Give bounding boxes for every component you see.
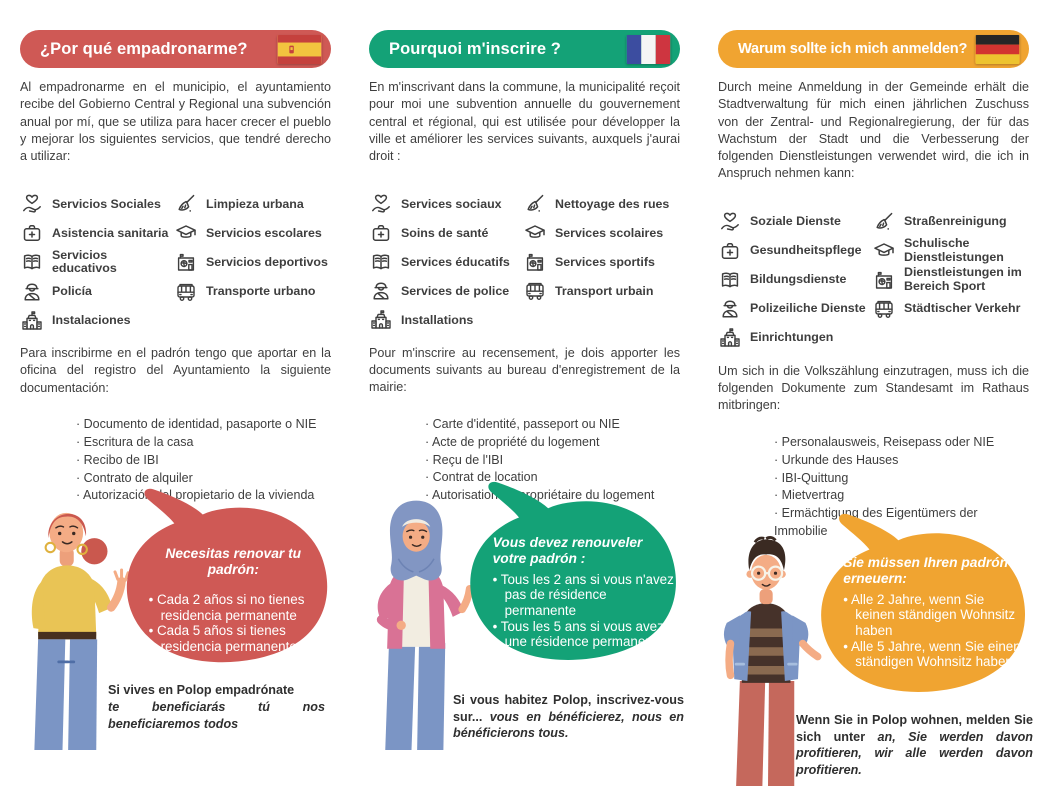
service-icon [523,221,547,245]
speech-bubble-bullets [493,572,677,650]
service-item [523,191,680,218]
call-to-action-bold: Si vives en Polop empadrónate [108,683,295,698]
speech-bubble-title: Vous devez renouveler votre padrón : [492,534,643,566]
service-label: Servicios educativos [52,247,117,276]
speech-bubble-bullet: • Tous les 5 ans si vous avez une résidence permanente [493,619,677,650]
document-item: · Contrat de location [425,469,680,487]
service-item [872,208,1029,235]
service-icon [369,221,393,245]
service-item [174,278,331,305]
call-to-action [453,692,684,742]
document-item: · Documento de identidad, pasaporte o NIE [76,416,331,434]
speech-bubble-title: Necesitas renovar tu padrón: [165,546,302,578]
service-label: Bildungsdienste [750,272,847,287]
speech-bubble [453,477,686,670]
document-item: · Recibo de IBI [76,452,331,470]
speech-bubble-title: Sie müssen Ihren padrón erneuern: [843,554,1009,586]
service-label: Städtischer Verkehr [904,301,1021,316]
speech-bubble-bullet: • Alle 2 Jahre, wenn Sie keinen ständigen Wohnsitz haben [843,592,1026,639]
document-item: · Reçu de l'IBI [425,452,680,470]
language-column [349,0,698,741]
service-item [523,249,680,276]
service-label: Dienstleistungen im Bereich Sport [904,265,1022,294]
service-item [174,191,331,218]
service-label: Services sportifs [555,254,655,269]
services-list [369,191,680,334]
service-icon [20,280,44,304]
service-icon [20,250,44,274]
service-item [718,296,868,323]
call-to-action-italic: an, Sie werden davon profitieren, wir alle werden davon profitieren. [796,729,1033,777]
service-label: Soins de santé [401,225,489,240]
service-label: Einrichtungen [750,330,834,345]
speech-bubble-bullet: • Cada 5 años si tienes residencia permanente [149,623,328,654]
document-item: · Ermächtigung des Eigentümers der Immobilie [774,505,1029,541]
speech-bubble-bullet: • Tous les 2 ans si vous n'avez pas de résidence permanente [493,572,677,619]
speech-bubble-bullets [843,592,1026,670]
service-icon [872,239,896,263]
speech-bubble-text [843,555,1026,670]
service-item [174,220,331,247]
service-icon [872,268,896,292]
service-icon [174,192,198,216]
country-flag-icon [626,35,671,64]
service-item [523,220,680,247]
service-label: Services éducatifs [401,254,510,269]
document-item: · Autorisation du propriétaire du logement [425,487,680,505]
service-label: Services sociaux [401,196,502,211]
document-item: · Personalausweis, Reisepass oder NIE [774,434,1029,452]
service-icon [718,326,742,350]
document-item: · Urkunde des Hauses [774,452,1029,470]
service-item [872,266,1029,293]
documents-intro: Pour m'inscrire au recensement, je dois apporter les documents suivants au bureau d'enregistrement de la mairie: [369,345,680,395]
document-item: · Escritura de la casa [76,434,331,452]
figure-area [698,541,1047,786]
call-to-action-italic: vous en bénéficierez, nous en bénéficierons tous. [453,709,685,741]
service-label: Limpieza urbana [206,196,304,211]
service-item [20,220,170,247]
document-item: · Autorización del propietario de la vivienda [76,487,331,505]
column-header [20,30,331,68]
service-item [20,307,170,334]
services-list [718,208,1029,352]
column-header-title: ¿Por qué empadronarme? [40,39,248,58]
service-item [718,266,868,293]
call-to-action-bold: Wenn Sie in Polop wohnen, melden Sie sich unter [796,713,1033,744]
service-icon [20,221,44,245]
speech-bubble-text [493,535,677,650]
service-item [20,191,170,218]
service-label: Asistencia sanitaria [52,225,169,240]
figure-area [349,505,698,750]
call-to-action [796,712,1033,778]
service-label: Transporte urbano [206,283,316,298]
intro-paragraph: En m'inscrivant dans la commune, la municipalité reçoit pour moi une subvention annuelle du gouvernement central et régional, qui est utilisée pour développer la ville et améliorer les services suivants, auxquels j'aurai droit : [369,80,680,163]
service-icon [523,279,547,303]
service-label: Straßenreinigung [904,213,1007,228]
service-icon [872,297,896,321]
call-to-action-bold: Si vous habitez Polop, inscrivez-vous sur... [453,693,684,724]
document-item: · Contrato de alquiler [76,470,331,488]
country-flag-icon [277,35,322,64]
column-header-title: Pourquoi m'inscrire ? [389,39,561,58]
service-icon [369,279,393,303]
service-item [872,296,1029,323]
document-item: · Mietvertrag [774,487,1029,505]
service-label: Servicios deportivos [206,254,328,269]
service-item [872,237,1029,264]
country-flag-icon [975,35,1020,64]
call-to-action [108,682,325,732]
service-label: Services de police [401,283,510,298]
service-icon [523,192,547,216]
service-item [174,249,331,276]
speech-bubble [110,484,337,672]
service-item [718,208,868,235]
service-label: Installations [401,312,474,327]
service-item [369,249,519,276]
service-item [523,278,680,305]
service-label: Nettoyage des rues [555,196,670,211]
service-icon [369,250,393,274]
speech-bubble [804,509,1035,702]
speech-bubble-bullet: • Alle 5 Jahre, wenn Sie einen ständigen Wohnsitz haben [843,639,1026,670]
service-icon [174,221,198,245]
service-label: Services scolaires [555,225,664,240]
service-label: Instalaciones [52,312,131,327]
service-icon [718,268,742,292]
documents-intro: Para inscribirme en el padrón tengo que aportar en la oficina del registro del Ayuntamiento la siguiente documentación: [20,346,331,395]
column-header [369,30,680,68]
service-icon [718,239,742,263]
service-icon [20,309,44,333]
service-label: Soziale Dienste [750,213,841,228]
service-label: Policía [52,283,92,298]
service-icon [718,297,742,321]
service-item [369,278,519,305]
column-header-title: Warum sollte ich mich anmelden? [738,41,968,57]
intro-paragraph: Durch meine Anmeldung in der Gemeinde erhält die Stadtverwaltung für mich einen jährlichen Zuschuss von der Zentral- und Regionalregierung, der für das Wachstum der Stadt und die Verbesserung der folgenden Dienstleistungen verwendet wird, die ich in Anspruch nehmen kann: [718,80,1029,181]
column-header [718,30,1029,68]
service-item [20,249,170,276]
service-item [369,191,519,218]
service-item [718,325,868,352]
speech-bubble-bullets [149,592,328,655]
document-item: · Carte d'identité, passeport ou NIE [425,416,680,434]
service-label: Servicios escolares [206,225,322,240]
speech-bubble-text [149,546,328,654]
intro-paragraph: Al empadronarme en el municipio, el ayuntamiento recibe del Gobierno Central y Regional una subvención anual por mí, que se utiliza para hacer crecer el pueblo y mejorar los siguientes servicios, que tendré derecho a utilizar: [20,80,331,163]
service-icon [174,280,198,304]
document-item: · Acte de propriété du logement [425,434,680,452]
service-icon [369,192,393,216]
service-icon [369,308,393,332]
service-label: Transport urbain [555,283,654,298]
service-item [20,278,170,305]
service-icon [718,210,742,234]
service-item [369,307,519,334]
service-icon [20,192,44,216]
service-label: Servicios Sociales [52,196,161,211]
service-item [369,220,519,247]
document-item: · IBI-Quittung [774,470,1029,488]
language-column [0,0,349,735]
language-column [698,0,1047,777]
call-to-action-italic: te beneficiarás tú nos beneficiaremos todos [108,700,325,731]
service-label: Polizeiliche Dienste [750,301,866,316]
services-list [20,191,331,334]
service-label: Gesundheitspflege [750,242,862,257]
speech-bubble-bullet: • Cada 2 años si no tienes residencia permanente [149,592,328,623]
service-icon [174,250,198,274]
service-label: Schulische Dienstleistungen [904,236,1004,264]
service-icon [523,250,547,274]
service-icon [872,210,896,234]
documents-intro: Um sich in die Volkszählung einzutragen, muss ich die folgenden Dokumente zum Standesamt im Rathaus mitbringen: [718,363,1029,413]
service-item [718,237,868,264]
figure-area [0,505,349,750]
